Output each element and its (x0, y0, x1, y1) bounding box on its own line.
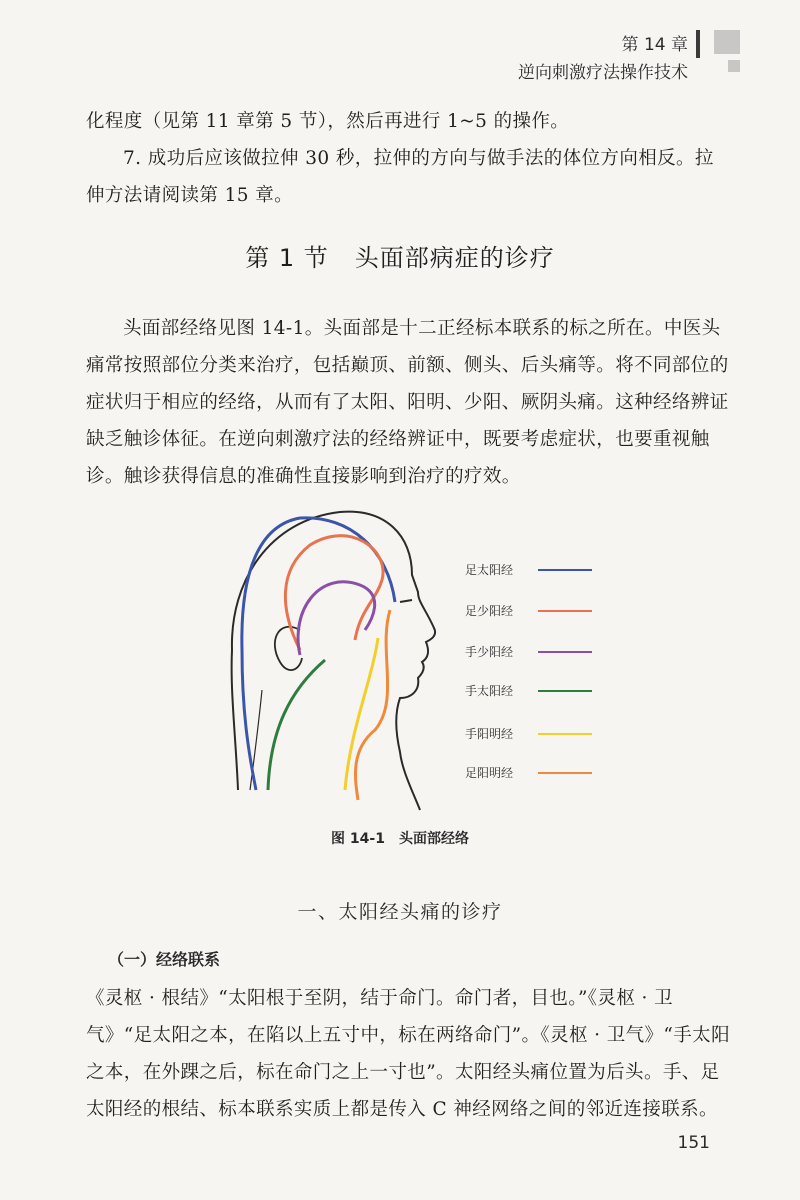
section-name: 头面部病症的诊疗 (354, 244, 555, 272)
legend-label-2: 足少阳经 (465, 604, 514, 618)
legend-label-6: 足阳明经 (465, 766, 514, 780)
head-meridian-figure (150, 490, 630, 815)
section-title (0, 238, 800, 273)
legend-label-3: 手少阳经 (465, 645, 514, 659)
legend-label-5: 手阳明经 (465, 727, 514, 741)
figure-number: 图 14-1 (331, 831, 385, 847)
section-number: 第 1 节 (245, 244, 329, 272)
page-number: 151 (677, 1133, 710, 1153)
figure-caption-text: 头面部经络 (398, 831, 469, 847)
subsection-paragraph: 《灵枢 · 根结》“太阳根于至阴，结于命门。命门者，目也。”《灵枢 · 卫气》“足太阳之本，在陷以上五寸中，标在两络命门”。《灵枢 · 卫气》“手太阳之本，在外踝之后，标在命门之上一寸也”。太阳经头痛位置为后头。手、足太阳经的根结、标本联系实质上都是传入 C 神经网络之间的邻近连接联系。 (86, 988, 730, 1120)
header-rule (696, 30, 700, 58)
legend-label-1: 足太阳经 (465, 563, 514, 577)
paragraph-step-7: 7. 成功后应该做拉伸 30 秒，拉伸的方向与做手法的体位方向相反。拉伸方法请阅读第 15 章。 (86, 148, 714, 206)
thumb-tab-small (728, 60, 740, 72)
intro-paragraph: 头面部经络见图 14-1。头面部是十二正经标本联系的标之所在。中医头痛常按照部位分类来治疗，包括巅顶、前额、侧头、后头痛等。将不同部位的症状归于相应的经络，从而有了太阳、阳明、少阳、厥阴头痛。这种经络辨证缺乏触诊体征。在逆向刺激疗法的经络辨证中，既要考虑症状，也要重视触诊。触诊获得信息的准确性直接影响到治疗的疗效。 (86, 318, 729, 487)
subsection-heading: 一、太阳经头痛的诊疗 (297, 901, 503, 923)
head-meridian-illustration (150, 490, 630, 815)
running-header (0, 28, 800, 88)
figure-caption (0, 828, 800, 848)
paragraph-continued: 化程度（见第 11 章第 5 节），然后再进行 1~5 的操作。 (86, 111, 570, 132)
header-chapter: 第 14 章 (621, 35, 688, 55)
thumb-tab (714, 30, 740, 54)
legend-label-4: 手太阳经 (465, 684, 514, 698)
subsection-subheading: （一）经络联系 (108, 950, 221, 969)
header-subtitle: 逆向刺激疗法操作技术 (518, 63, 688, 83)
